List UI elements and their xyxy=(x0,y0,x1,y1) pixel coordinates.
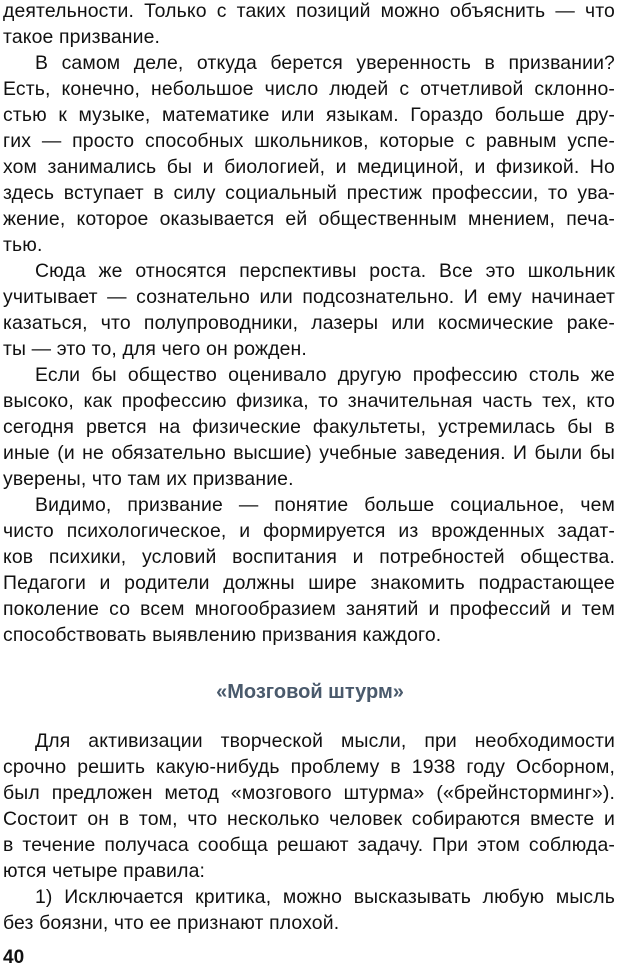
text-line: Для активизации творческой мысли, при необходимости xyxy=(35,730,615,752)
text-line: 1) Исключается критика, можно высказывать любую мысль xyxy=(35,886,615,908)
text-line: способствовать выявлению призвания каждого. xyxy=(3,624,442,646)
text-line: сегодня рвется на физические факультеты, устремилась бы в xyxy=(3,416,615,438)
text-line: ты — это то, для чего он рожден. xyxy=(3,338,307,360)
text-line: такое призвание. xyxy=(3,26,161,48)
text-line: тью. xyxy=(3,234,43,256)
text-line: Педагоги и родители должны шире знакомить подрастающее xyxy=(3,572,615,594)
section-heading: «Мозговой штурм» xyxy=(216,681,404,703)
text-line: высоко, как профессию физика, то значительная часть тех, кто xyxy=(3,390,615,412)
text-line: Состоит он в том, что несколько человек собираются вместе и xyxy=(3,808,615,830)
text-line: учитывает — сознательно или подсознательно. И ему начинает xyxy=(3,286,615,308)
text-line: деятельности. Только с таких позиций можно объяснить — что xyxy=(3,0,615,22)
text-line: ков психики, условий воспитания и потребностей общества. xyxy=(3,546,615,568)
text-line: Если бы общество оценивало другую профессию столь же xyxy=(35,364,615,386)
text-line: гих — просто способных школьников, которые с равным успе- xyxy=(3,130,615,152)
text-line: стью к музыке, математике или языкам. Гораздо больше дру- xyxy=(3,104,615,126)
text-line: Видимо, призвание — понятие больше социальное, чем xyxy=(35,494,615,516)
text-line: ются четыре правила: xyxy=(3,860,206,882)
page-number: 40 xyxy=(3,947,25,968)
text-line: поколение со всем многообразием занятий и профессий и тем xyxy=(3,598,615,620)
text-line: срочно решить какую-нибудь проблему в 1938 году Осборном, xyxy=(3,756,615,778)
text-line: Есть, конечно, небольшое число людей с отчетливой склонно- xyxy=(3,78,615,100)
text-line: жение, которое оказывается ей общественным мнением, печа- xyxy=(3,208,615,230)
text-line: без боязни, что ее признают плохой. xyxy=(3,912,340,934)
text-line: чисто психологическое, и формируется из врожденных задат- xyxy=(3,520,615,542)
text-line: казаться, что полупроводники, лазеры или космические раке- xyxy=(3,312,615,334)
text-line: иные (и не обязательно высшие) учебные заведения. И были бы xyxy=(3,442,615,464)
text-line: хом занимались бы и биологией, и медициной, и физикой. Но xyxy=(3,156,615,178)
text-line: Сюда же относятся перспективы роста. Все это школьник xyxy=(35,260,615,282)
text-line: В самом деле, откуда берется уверенность в призвании? xyxy=(35,52,615,74)
text-line: уверены, что там их призвание. xyxy=(3,468,294,490)
text-line: был предложен метод «мозгового штурма» («брейнсторминг»). xyxy=(3,782,615,804)
text-line: в течение получаса сообща решают задачу. При этом соблюда- xyxy=(3,834,615,856)
text-line: здесь вступает в силу социальный престиж профессии, то ува- xyxy=(3,182,615,204)
